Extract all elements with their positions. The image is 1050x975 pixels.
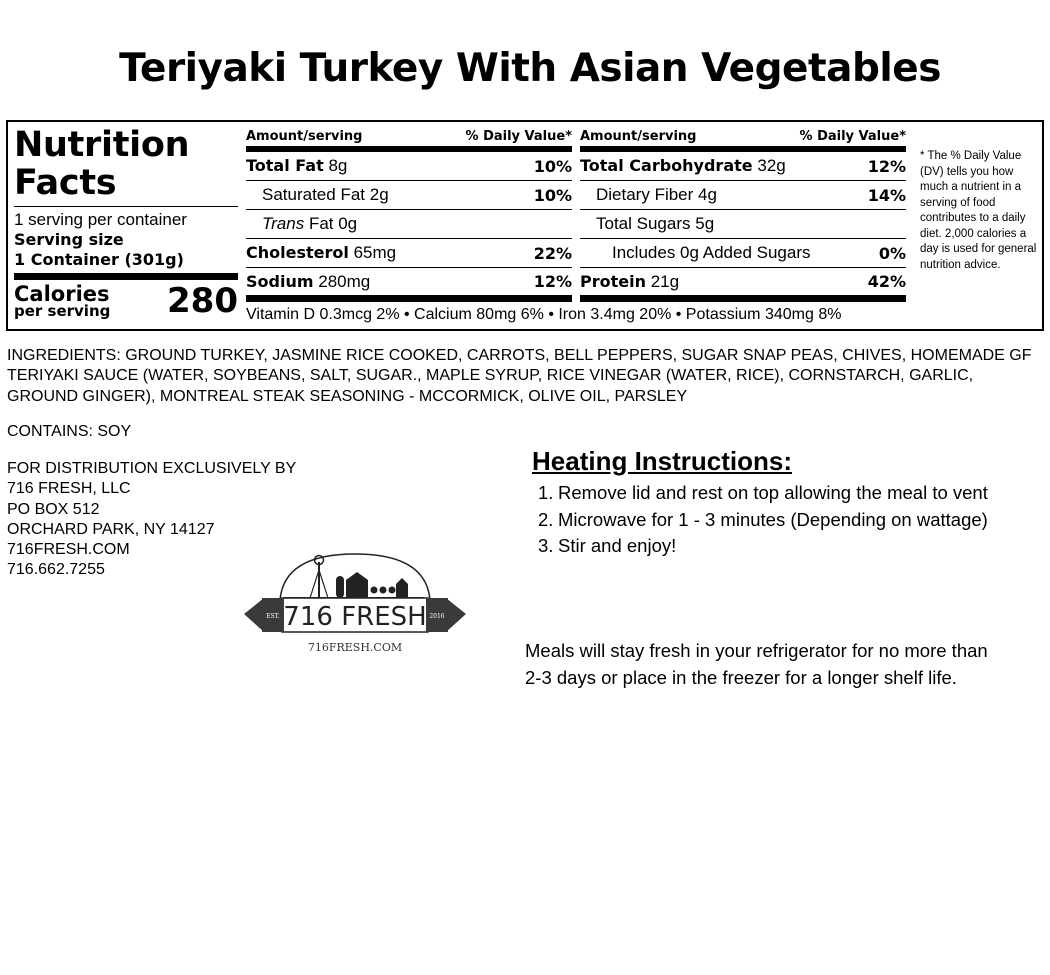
column-header: Amount/serving % Daily Value*	[246, 129, 572, 144]
storage-note: Meals will stay fresh in your refrigerator for no more than 2-3 days or place in the freezer for a longer shelf life.	[525, 640, 988, 688]
nutrient-row-cholesterol: Cholesterol 65mg 22%	[246, 239, 572, 268]
serving-size-value: 1 Container (301g)	[14, 250, 184, 269]
nutrient-column-left	[246, 128, 572, 302]
distributor-info: FOR DISTRIBUTION EXCLUSIVELY BY 716 FRESH, LLC PO BOX 512 ORCHARD PARK, NY 14127 716FRESH.COM 716.662.7255	[7, 460, 297, 579]
daily-value-footnote: * The % Daily Value (DV) tells you how much a nutrient in a serving of food contributes to a daily diet. 2,000 calories a day is used for general nutrition advice.	[920, 150, 1037, 271]
nutrient-row-added-sugars: Includes 0g Added Sugars 0%	[580, 239, 906, 268]
nutrient-column-right	[580, 128, 906, 302]
nutrient-row-sodium: Sodium 280mg 12%	[246, 271, 572, 291]
serving-size-label: Serving size	[14, 230, 124, 249]
divider	[246, 295, 572, 302]
nutrition-heading: Nutrition Facts	[14, 125, 190, 203]
logo-est-text: EST.	[266, 613, 280, 620]
logo-year-text: 2016	[429, 613, 445, 620]
ingredients-list: INGREDIENTS: GROUND TURKEY, JASMINE RICE COOKED, CARROTS, BELL PEPPERS, SUGAR SNAP PEAS, CHIVES, HOMEMADE GF TERIYAKI SAUCE (WATER, SOYBEANS, SALT, SUGAR., MAPLE SYRUP, RICE VINEGAR (WATER, RICE), CORNSTARCH, GARLIC, GROUND GINGER), MONTREAL STEAK SEASONING - MCCORMICK, OLIVE OIL, PARSLEY	[7, 347, 1032, 405]
divider	[14, 206, 238, 207]
heating-step: 1. Remove lid and rest on top allowing the meal to vent	[538, 482, 988, 503]
nutrient-row-total-carbohydrate: Total Carbohydrate 32g 12%	[580, 152, 906, 181]
heating-step: 3. Stir and enjoy!	[538, 535, 677, 556]
nutrition-summary	[14, 126, 238, 322]
calories-sub: per serving	[14, 302, 111, 320]
heating-steps	[538, 480, 988, 560]
716-fresh-logo	[244, 548, 466, 656]
calories-label: Calories	[14, 282, 110, 306]
nutrient-row-total-sugars: Total Sugars 5g	[580, 210, 906, 239]
vitamins-minerals: Vitamin D 0.3mcg 2% • Calcium 80mg 6% • Iron 3.4mg 20% • Potassium 340mg 8%	[246, 306, 842, 323]
nutrient-row-saturated-fat: Saturated Fat 2g 10%	[246, 181, 572, 210]
logo-brand-text: 716 FRESH	[283, 602, 427, 632]
product-title: Teriyaki Turkey With Asian Vegetables	[119, 46, 941, 91]
logo-url-text: 716FRESH.COM	[307, 641, 403, 654]
column-header: Amount/serving % Daily Value*	[580, 129, 906, 144]
calories-block	[14, 282, 238, 322]
nutrient-row-total-fat: Total Fat 8g 10%	[246, 152, 572, 181]
heating-instructions-title: Heating Instructions:	[532, 446, 793, 476]
nutrient-row-dietary-fiber: Dietary Fiber 4g 14%	[580, 181, 906, 210]
servings-per-container: 1 serving per container	[14, 210, 187, 229]
allergen-statement: CONTAINS: SOY	[7, 423, 132, 440]
calories-value: 280	[167, 281, 238, 321]
nutrient-row-trans-fat: Trans Fat 0g	[246, 210, 572, 239]
nutrient-row-protein: Protein 21g 42%	[580, 271, 906, 291]
divider	[14, 273, 238, 280]
divider	[580, 295, 906, 302]
heating-step: 2. Microwave for 1 - 3 minutes (Depending on wattage)	[538, 508, 988, 530]
nutrition-facts-label	[6, 120, 1044, 331]
